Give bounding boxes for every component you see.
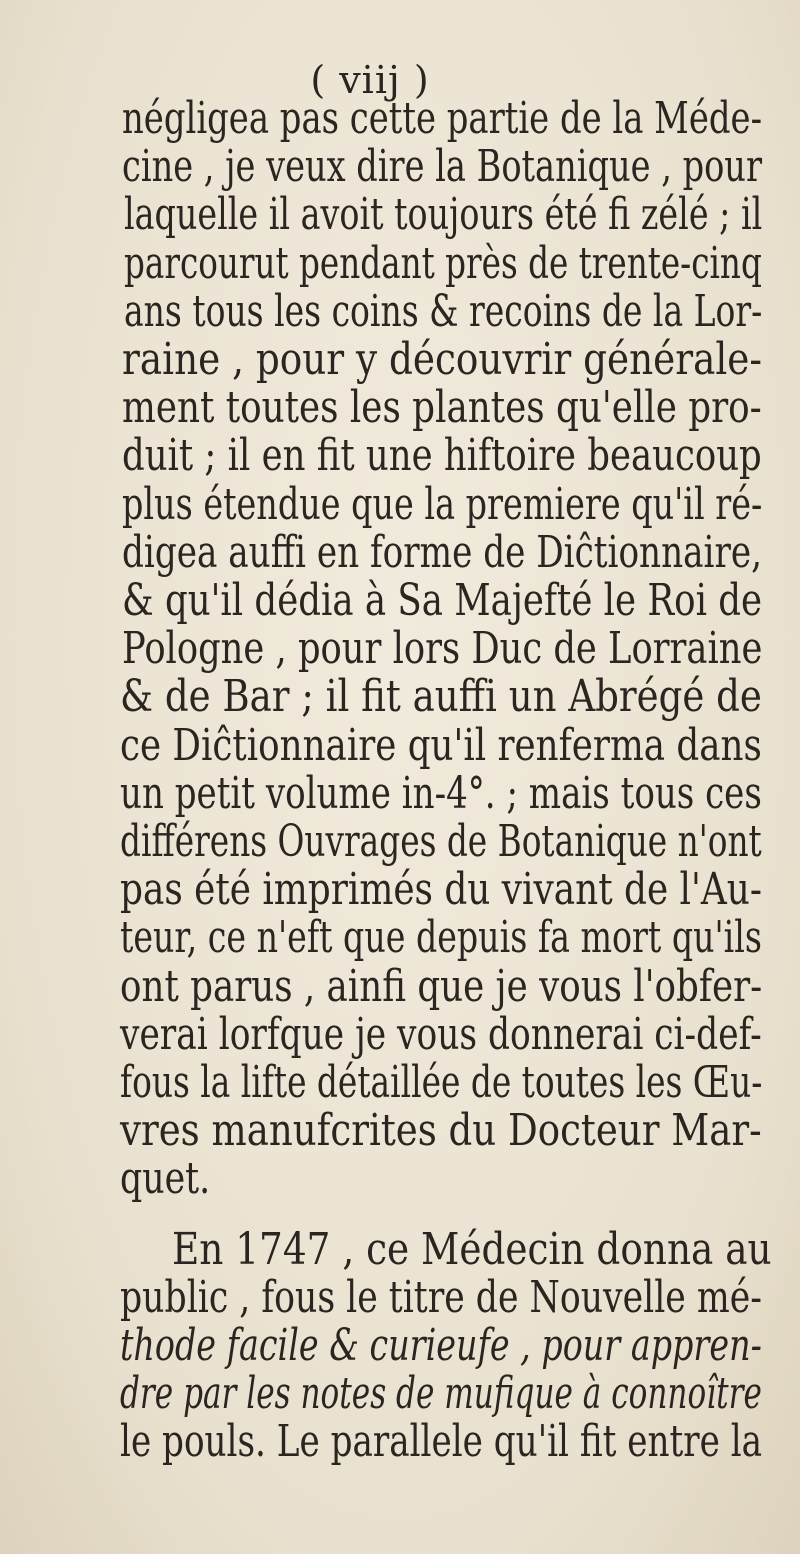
text-line: vres manufcrites du Docteur Mar- [120, 1105, 762, 1157]
text-line: fous la lifte détaillée de toutes les Œu- [120, 1057, 763, 1108]
page-number: ( viij ) [310, 58, 430, 102]
text-line: & de Bar ; il fit auffi un Abrégé de [120, 671, 762, 723]
text-line: cine , je veux dire la Botanique , pour [122, 141, 763, 193]
text-line: ans tous les coins & recoins de la Lor- [124, 285, 763, 337]
text-line: plus étendue que la premiere qu'il ré- [122, 478, 763, 530]
text-line: thode facile & curieufe , pour appren- [120, 1320, 762, 1371]
text-line: ment toutes les plantes qu'elle pro- [122, 382, 762, 434]
text-line: duit ; il en fit une hiftoire beaucoup [122, 430, 762, 482]
text-line: public , fous le titre de Nouvelle mé- [120, 1271, 762, 1323]
text-line: & qu'il dédia à Sa Majefté le Roi de [122, 575, 763, 626]
text-line: quet. [120, 1153, 211, 1205]
text-line: dre par les notes de mufique à connoître [120, 1368, 762, 1420]
text-line: ont parus , ainfi que je vous l'obfer- [120, 960, 763, 1012]
text-line: le pouls. Le parallele qu'il fit entre la [120, 1416, 763, 1468]
text-line: différens Ouvrages de Botanique n'ont [120, 816, 762, 867]
text-line: digea auffi en forme de Diĉtionnaire, [122, 526, 762, 578]
text-line: ce Diĉtionnaire qu'il renferma dans [120, 719, 762, 771]
text-line: teur, ce n'eft que depuis fa mort qu'ils [120, 912, 762, 964]
text-line: parcourut pendant près de trente-cinq [124, 237, 762, 289]
text-line: verai lorfque je vous donnerai ci-def- [120, 1008, 762, 1060]
text-line: En 1747 , ce Médecin donna au [172, 1223, 772, 1275]
text-line: raine , pour y découvrir générale- [122, 334, 763, 385]
text-line: négligea pas cette partie de la Méde- [122, 93, 763, 144]
text-line: pas été imprimés du vivant de l'Au- [120, 864, 762, 916]
text-line: Pologne , pour lors Duc de Lorraine [122, 623, 763, 675]
text-line: laquelle il avoit toujours été fi zélé ; il [124, 189, 763, 241]
text-line: un petit volume in-4°. ; mais tous ces [120, 767, 762, 819]
